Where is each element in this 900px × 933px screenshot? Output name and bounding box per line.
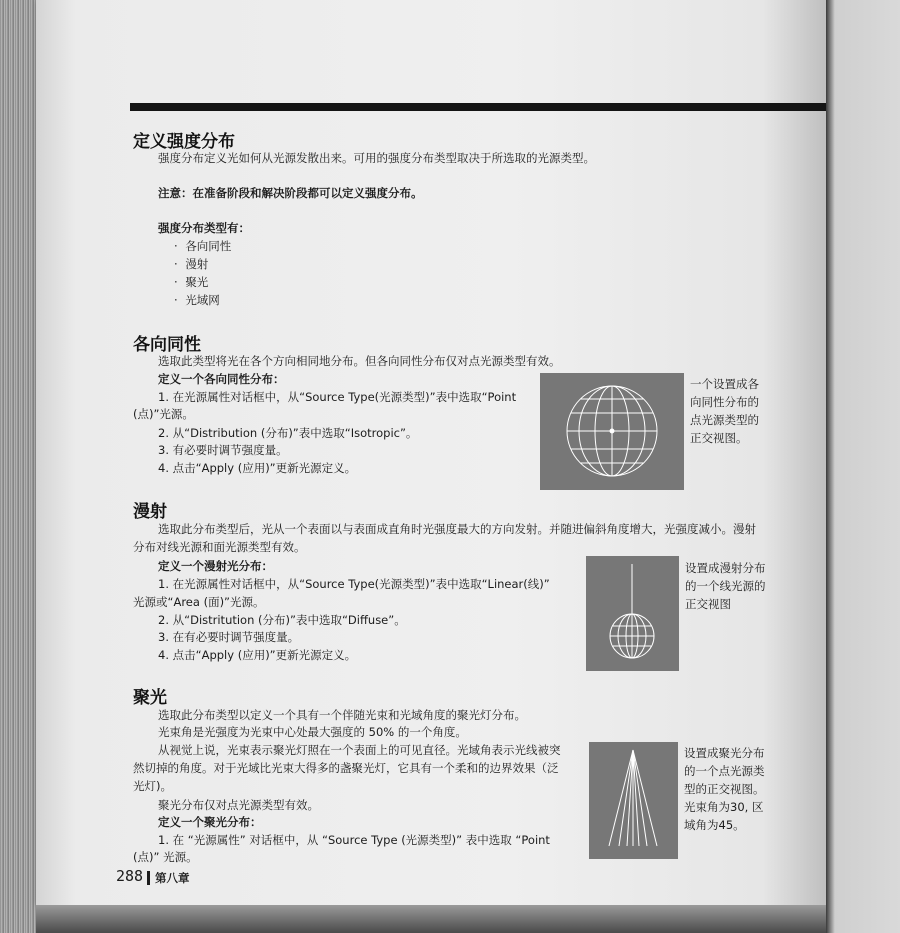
spot-view2: 然切掉的角度。对于光域比光束大得多的盏聚光灯，它具有一个柔和的边界效果（泛 (133, 761, 559, 775)
facing-page-edge (826, 0, 900, 933)
isotropic-caption-line: 点光源类型的 (690, 413, 759, 427)
spot-step1a: 1. 在 “光源属性” 对话框中，从 “Source Type (光源类型)” 表中选取 “Point (158, 833, 550, 847)
diffuse-proc-label: 定义一个漫射光分布： (158, 559, 273, 573)
isotropic-sphere-wireframe (540, 373, 684, 490)
isotropic-step3: 3. 有必要时调节强度量。 (158, 443, 288, 457)
spot-view1: 从视觉上说，光束表示聚光灯照在一个表面上的可见直径。光域角表示光线被突 (158, 743, 561, 757)
isotropic-caption-line: 一个设置成各 (690, 377, 759, 391)
heading-diffuse: 漫射 (133, 502, 167, 522)
diffuse-intro2: 分布对线光源和面光源类型有效。 (133, 540, 306, 554)
types-list (174, 237, 231, 309)
isotropic-step4: 4. 点击“Apply (应用)”更新光源定义。 (158, 461, 357, 475)
list-item: · 聚光 (174, 273, 231, 291)
spot-caption-line: 设置成聚光分布 (684, 746, 765, 760)
chapter-label: 第八章 (155, 871, 190, 885)
heading-spot: 聚光 (133, 688, 167, 708)
diffuse-line-light-wireframe (586, 556, 679, 671)
isotropic-proc-label: 定义一个各向同性分布： (158, 372, 285, 386)
diffuse-caption-line: 的一个线光源的 (685, 579, 766, 593)
page-number: 288 (116, 867, 144, 885)
spot-cone-wireframe (589, 742, 678, 859)
spot-view3: 光灯)。 (133, 779, 172, 793)
spot-only: 聚光分布仅对点光源类型有效。 (158, 798, 319, 812)
diffuse-step3: 3. 在有必要时调节强度量。 (158, 630, 300, 644)
spot-caption-line: 域角为45。 (684, 818, 745, 832)
isotropic-step1a: 1. 在光源属性对话框中，从“Source Type(光源类型)”表中选取“Point (158, 390, 517, 404)
diffuse-step1a: 1. 在光源属性对话框中，从“Source Type(光源类型)”表中选取“Linear(线)” (158, 577, 550, 591)
spot-caption-line: 光束角为30, 区 (684, 800, 764, 814)
diffuse-figure (586, 556, 679, 671)
types-label: 强度分布类型有： (158, 221, 250, 235)
heading-isotropic: 各向同性 (133, 335, 201, 355)
spot-step1b: (点)” 光源。 (133, 850, 198, 864)
page-bottom-shadow (36, 905, 826, 933)
spot-beam: 光束角是光强度为光束中心处最大强度的 50% 的一个角度。 (158, 725, 467, 739)
diffuse-intro1: 选取此分布类型后，光从一个表面以与表面成直角时光强度最大的方向发射。并随进偏斜角度增大，光强度减小。漫射 (158, 522, 756, 536)
isotropic-step2: 2. 从“Distribution (分布)”表中选取“Isotropic”。 (158, 426, 418, 440)
header-rule (130, 103, 826, 111)
spot-proc-label: 定义一个聚光分布： (158, 815, 262, 829)
spot-intro: 选取此分布类型以定义一个具有一个伴随光束和光域角度的聚光灯分布。 (158, 708, 526, 722)
spot-caption-line: 型的正交视图。 (684, 782, 765, 796)
isotropic-caption-line: 向同性分布的 (690, 395, 759, 409)
intensity-intro: 强度分布定义光如何从光源发散出来。可用的强度分布类型取决于所选取的光源类型。 (158, 151, 595, 165)
footer-divider (147, 871, 150, 885)
diffuse-step1b: 光源或“Area (面)”光源。 (133, 595, 265, 609)
isotropic-step1b: (点)”光源。 (133, 407, 194, 421)
diffuse-caption-line: 设置成漫射分布 (685, 561, 766, 575)
list-item: · 漫射 (174, 255, 231, 273)
spot-figure (589, 742, 678, 859)
isotropic-figure (540, 373, 684, 490)
isotropic-caption-line: 正交视图。 (690, 431, 748, 445)
diffuse-step2: 2. 从“Distritution (分布)”表中选取“Diffuse”。 (158, 613, 406, 627)
spot-caption-line: 的一个点光源类 (684, 764, 765, 778)
list-item: · 光域网 (174, 291, 231, 309)
isotropic-intro: 选取此类型将光在各个方向相同地分布。但各向同性分布仅对点光源类型有效。 (158, 354, 561, 368)
list-item: · 各向同性 (174, 237, 231, 255)
intensity-note: 注意：在准备阶段和解决阶段都可以定义强度分布。 (158, 186, 423, 200)
heading-intensity: 定义强度分布 (133, 132, 235, 152)
diffuse-step4: 4. 点击“Apply (应用)”更新光源定义。 (158, 648, 357, 662)
diffuse-caption-line: 正交视图 (685, 597, 731, 611)
